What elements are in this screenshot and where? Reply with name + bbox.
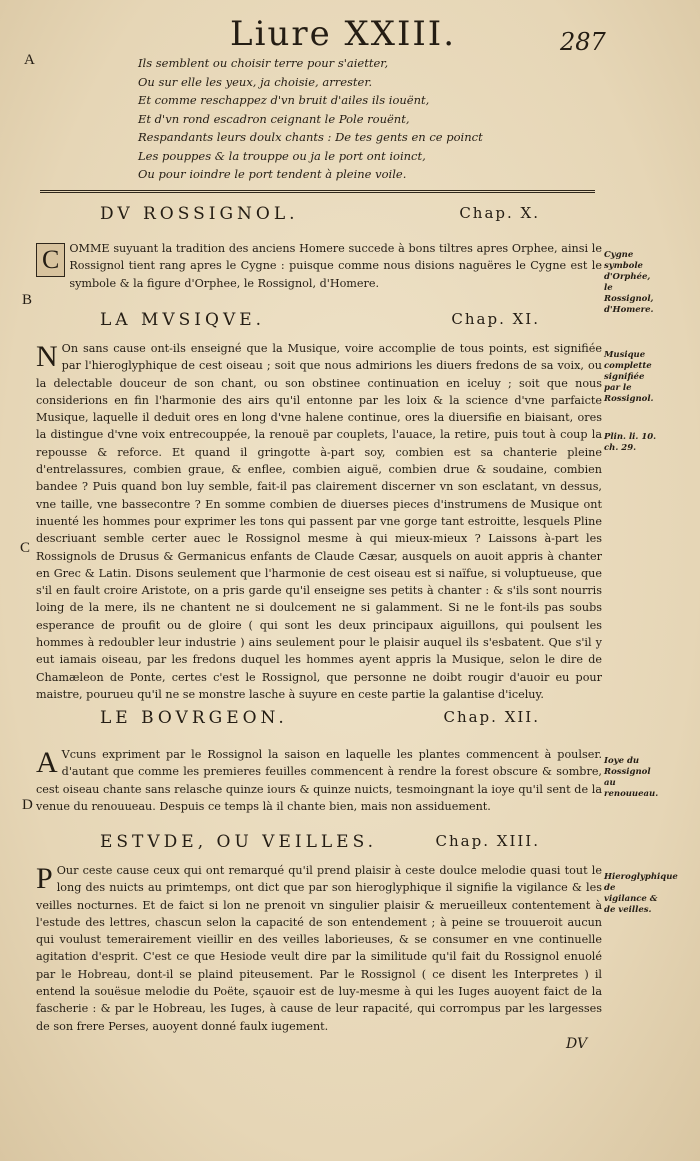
chapter-text <box>36 340 602 703</box>
margin-letter-b: B <box>22 292 33 308</box>
drop-cap: C <box>36 243 65 277</box>
verse-line: Les pouppes & la trouppe ou ja le port ont ioinct, <box>138 148 426 163</box>
margin-letter-d: D <box>22 797 33 813</box>
chapter-heading <box>40 310 600 330</box>
verse-line: Ils semblent ou choisir terre pour s'aietter, <box>138 56 389 70</box>
drop-cap: N <box>36 340 58 373</box>
margin-gloss: Ioye du Rossignol au renouueau. <box>604 756 659 799</box>
chapter-title: LE BOVRGEON. <box>100 708 288 728</box>
drop-cap: P <box>36 862 53 895</box>
chapter-title: LA MVSIQVE. <box>100 310 266 330</box>
margin-gloss: Cygne symbole d'Orphée, le Rossignol, d'Homere. <box>604 250 654 315</box>
section-rule <box>40 190 595 195</box>
chapter-text <box>36 862 602 1035</box>
chapter-number: Chap. X. <box>459 204 540 222</box>
drop-cap: A <box>36 746 58 779</box>
paragraph-body: OMME suyuant la tradition des anciens Homere succede à bons tiltres apres Orphee, ainsi le Rossignol tient rang apres le Cygne : puisque comme nous disions naguëres le Cygne est le symbole & la figure d'Orphee, le Rossignol, d'Homere. <box>69 242 602 290</box>
verse-line: Et d'vn rond escadron ceignant le Pole rouënt, <box>138 111 410 126</box>
margin-gloss: Musique complette signifiée par le Rossignol. <box>604 350 654 404</box>
margin-gloss: Hieroglyphique de vigilance & de veilles. <box>604 872 678 915</box>
chapter-number: Chap. XI. <box>451 310 540 328</box>
verse-line: Ou pour ioindre le port tendent à pleine voile. <box>138 167 407 181</box>
chapter-heading <box>40 204 600 224</box>
margin-letter-a: A <box>24 52 35 68</box>
chapter-title: ESTVDE, OU VEILLES. <box>100 832 378 852</box>
verse-block <box>138 54 483 184</box>
verse-line: Respandants leurs doulx chants : De tes gents en ce poinct <box>138 130 483 144</box>
chapter-heading <box>40 832 600 852</box>
verse-line: Ou sur elle les yeux, ja choisie, arrester. <box>138 74 373 89</box>
running-title: Liure XXIII. <box>230 14 457 54</box>
chapter-text <box>36 240 602 292</box>
chapter-number: Chap. XII. <box>443 708 540 726</box>
margin-gloss-citation: Plin. li. 10. ch. 29. <box>604 432 657 453</box>
catchword: DV <box>566 1036 588 1052</box>
chapter-number: Chap. XIII. <box>435 832 540 850</box>
paragraph-body: Vcuns expriment par le Rossignol la saison en laquelle les plantes commencent à poulser. d'autant que comme les premieres feuilles commencent à rendre la forest obscure & sombre, cest oiseau chante sans relasche quinze iours & quinze nuicts, tesmoingnant la ioye qu'il sent de la venue du renouueau. Despuis ce temps là il chante bien, mais non assiduement. <box>36 748 602 813</box>
chapter-heading <box>40 708 600 728</box>
page-number: 287 <box>560 28 606 56</box>
margin-letter-c: C <box>20 540 31 556</box>
paragraph-body: Our ceste cause ceux qui ont remarqué qu'il prend plaisir à ceste doulce melodie quasi tout le long des nuicts au primtemps, ont dict que par son hieroglyphique il signifie la vigilance & les veilles nocturnes. Et de faict si lon ne prenoit vn singulier plaisir & merueilleux contentement à l'estude des lettres, chascun selon la capacité de son entendement ; à peine se trouueroit aucun qui voulust temerairement vieillir en des veilles laborieuses, & se consumer en vne continuelle agitation d'esprit. C'est ce que Hesiode veult dire par la similitude qu'il fait du Rossignol enuolé par le Hobreau, dont-il se plaind piteusement. Par le Rossignol ( ce disent les Interpretes ) il entend la souësue melodie du Poëte, sçauoir est de luy-mesme à qui les Iuges auoyent faict de la fascherie : & par le Hobreau, les Iuges, à cause de leur rapacité, qui corrompus par les largesses de son frere Perses, auoyent donné faulx iugement. <box>36 864 602 1033</box>
chapter-text <box>36 746 602 815</box>
chapter-title: DV ROSSIGNOL. <box>100 204 299 224</box>
verse-line: Et comme reschappez d'vn bruit d'ailes ils iouënt, <box>138 93 430 107</box>
paragraph-body: On sans cause ont-ils enseigné que la Musique, voire accomplie de tous points, est signifiée par l'hieroglyphique de cest oiseau ; soit que nous admirions les diuers fredons de sa voix, ou la delectable douceur de son chant, ou son obstinee continuation en iceluy ; soit que nous considerions en fin l'harmonie des airs qu'il entonne par les loix & la science d'vne parfaicte Musique, laquelle il deduit ores en long d'vne halene continue, ores la diuersifie en biaisant, ores la distingue d'vne voix entrecouppée, la renouë par couplets, l'auace, la retire, puis tout à coup la repousse & reforce. Et quand il gringotte à-part soy, combien est sa chanterie pleine d'entrelassures, combien graue, & enflee, combien aiguë, combien drue & soudaine, combien bandee ? Puis quand bon luy semble, fait-il pas clairement discerner vn son esclatant, vn dessus, vne taille, vne bassecontre ? En somme combien de diuerses pieces d'instrumens de Musique ont inuenté les hommes pour exprimer les tons qui passent par vne gorge tant estroitte, lesquels Pline descriuant semble certer auec le Rossignol mesme à qui mieux-mieux ? Laissons à-part les Rossignols de Drusus & Germanicus enfants de Claude Cæsar, ausquels on auoit appris à chanter en Grec & Latin. Disons seulement que l'harmonie de cest oiseau est si naïfue, si voluptueuse, que s'il en fault croire Aristote, on a pris garde qu'il enseigne ses petits à chanter : & s'ils sont nourris loing de la mere, ils ne chantent ne si doulcement ne si galamment. Si ne le font-ils pas soubs esperance de proufit ou de gloire ( qui sont les deux principaux aiguillons, qui poulsent les hommes à redoubler leur industrie ) ains seulement pour le plaisir auquel ils s'esbatent. Que s'il y eut iamais oiseau, par les fredons duquel les hommes ayent appris la Musique, selon le dire de Chamæleon de Ponte, certes c'est le Rossignol, que personne ne doibt rougir d'auoir eu pour maistre, pourueu qu'il ne se monstre lasche à suyure en ceste partie la galantise d'iceluy. <box>36 342 602 701</box>
